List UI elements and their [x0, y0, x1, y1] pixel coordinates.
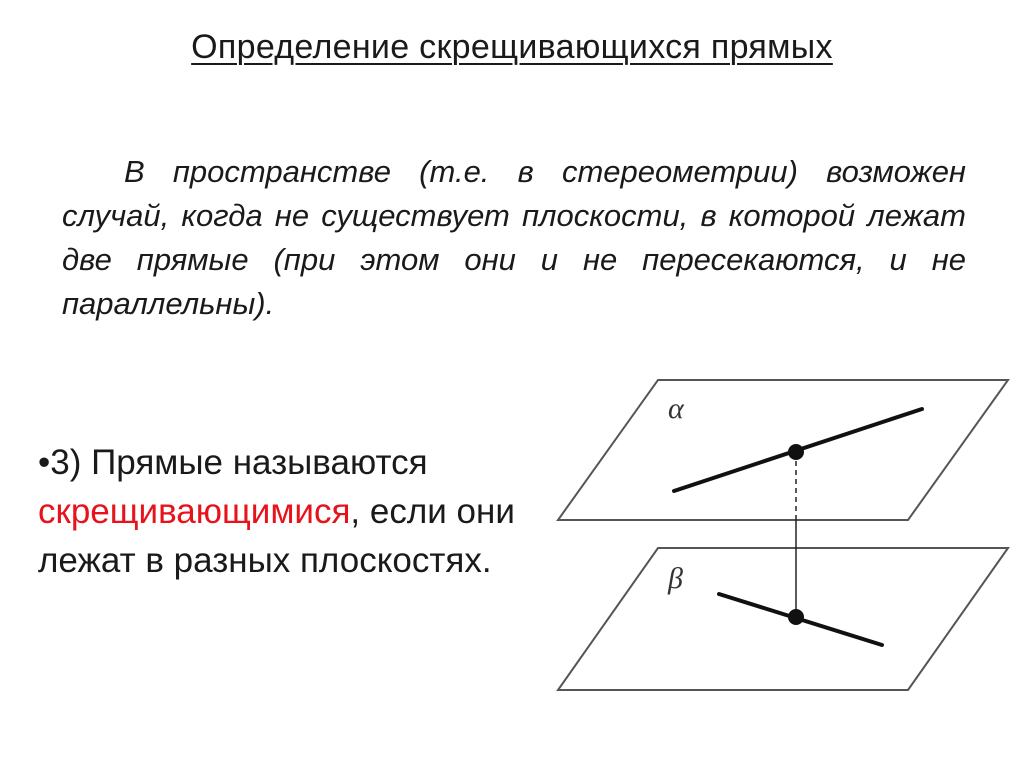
- highlight-term: скрещивающимися: [38, 492, 351, 531]
- point-lower: [788, 609, 804, 625]
- plane-beta: [558, 548, 1008, 690]
- definition-paragraph: В пространстве (т.е. в стереометрии) возможен случай, когда не существует плоскости, в которой лежат две прямые (при этом они и не пересекаются, и не параллельны).: [62, 154, 966, 321]
- bullet-text-after: , если они лежат в разных плоскостях.: [38, 492, 515, 580]
- bullet-marker: •: [38, 443, 51, 482]
- plane-alpha: [558, 380, 1008, 520]
- skew-lines-diagram: [540, 370, 1020, 710]
- slide-title: Определение скрещивающихся прямых: [191, 28, 833, 66]
- alpha-label: α: [668, 392, 684, 425]
- bullet-text-before: Прямые называются: [81, 443, 428, 482]
- bullet-number: 3): [50, 443, 82, 482]
- point-upper: [788, 444, 804, 460]
- bullet-point: [38, 438, 538, 585]
- beta-label: β: [668, 562, 683, 595]
